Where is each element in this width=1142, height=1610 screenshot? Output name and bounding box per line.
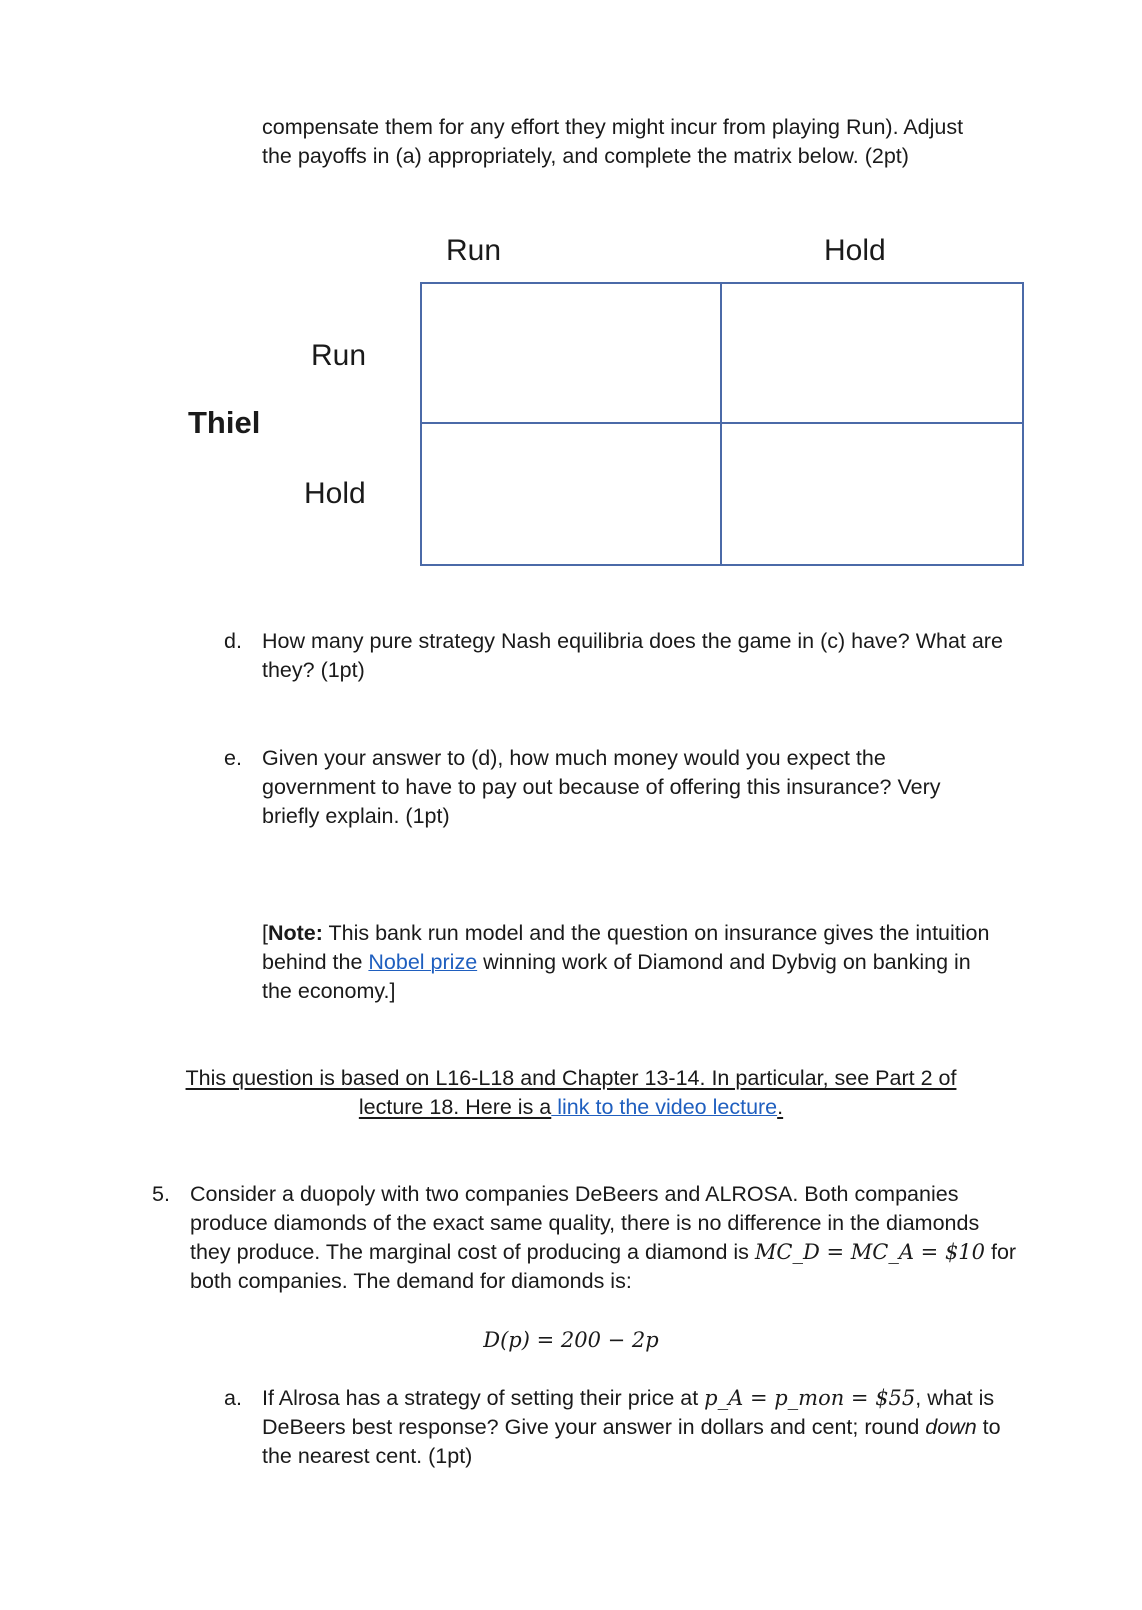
intro-line-1: compensate them for any effort they might incur from playing Run). Adjust	[262, 115, 964, 139]
payoff-cell-hold-hold	[722, 424, 1022, 564]
question-5-line-1: Consider a duopoly with two companies DeBeers and ALROSA. Both companies	[190, 1182, 959, 1206]
column-label-run: Run	[446, 234, 502, 267]
note-line-1	[262, 919, 989, 948]
question-d-line-1: How many pure strategy Nash equilibria does the game in (c) have? What are	[262, 629, 1003, 653]
intro-line-2: the payoffs in (a) appropriately, and complete the matrix below. (2pt)	[262, 144, 909, 168]
payoff-cell-hold-run	[422, 424, 722, 564]
question-5-number: 5.	[152, 1182, 170, 1206]
payoff-cell-run-hold	[722, 284, 1022, 424]
row-player-label: Thiel	[188, 405, 261, 440]
note-open-bracket: [	[262, 921, 268, 945]
question-5-line-2: produce diamonds of the exact same quality, there is no difference in the diamonds	[190, 1211, 980, 1235]
question-5a-line-1-pre: If Alrosa has a strategy of setting their price at	[262, 1386, 705, 1410]
payoff-matrix	[420, 282, 1024, 566]
question-d-line-2: they? (1pt)	[262, 658, 365, 682]
question-5a-line-1	[262, 1384, 994, 1413]
question-5a-line-2-pre: DeBeers best response? Give your answer in dollars and cent; round	[262, 1415, 926, 1439]
marginal-cost-formula-text: MC_D = MC_A = $10	[754, 1240, 986, 1264]
payoff-cell-run-run	[422, 284, 722, 424]
question-5-line-3-pre: they produce. The marginal cost of producing a diamond is	[190, 1240, 755, 1264]
question-5a-line-2	[262, 1413, 1001, 1442]
question-e-label: e.	[224, 746, 242, 770]
demand-equation-text: D(p) = 200 − 2p	[483, 1328, 659, 1352]
row-label-hold: Hold	[304, 477, 366, 510]
question-5a-line-1-post: , what is	[915, 1386, 995, 1410]
question-e-line-3: briefly explain. (1pt)	[262, 804, 450, 828]
note-bold-label: Note:	[267, 921, 323, 945]
reference-line-1	[0, 1064, 1142, 1093]
row-label-run: Run	[311, 339, 367, 372]
reference-line-2	[0, 1093, 1142, 1122]
marginal-cost-formula	[755, 1240, 985, 1264]
price-formula: p_A = p_mon = $55	[704, 1386, 916, 1410]
demand-equation	[0, 1326, 1142, 1355]
column-label-hold: Hold	[824, 234, 886, 267]
question-5a-label: a.	[224, 1386, 242, 1410]
question-5-line-3-post: for	[985, 1240, 1017, 1264]
note-line-2-post: winning work of Diamond and Dybvig on banking in	[477, 950, 971, 974]
question-5-line-3	[190, 1238, 1016, 1267]
note-line-2	[262, 948, 971, 977]
question-5a-emphasis-down: down	[925, 1415, 977, 1439]
reference-line-1-text: This question is based on L16-L18 and Chapter 13-14. In particular, see Part 2 of	[185, 1066, 957, 1090]
question-5-line-4: both companies. The demand for diamonds is:	[190, 1269, 632, 1293]
video-lecture-link[interactable]: link to the video lecture	[551, 1095, 778, 1119]
reference-line-2-post: .	[777, 1095, 784, 1119]
question-d-label: d.	[224, 629, 242, 653]
question-5a-line-2-post: to	[976, 1415, 1001, 1439]
reference-line-2-pre: lecture 18. Here is a	[358, 1095, 552, 1119]
note-line-1-text: This bank run model and the question on insurance gives the intuition	[322, 921, 990, 945]
note-line-2-pre: behind the	[262, 950, 369, 974]
question-e-line-1: Given your answer to (d), how much money would you expect the	[262, 746, 886, 770]
question-5a-line-3: the nearest cent. (1pt)	[262, 1444, 473, 1468]
question-e-line-2: government to have to pay out because of offering this insurance? Very	[262, 775, 941, 799]
note-line-3: the economy.]	[262, 979, 396, 1003]
nobel-prize-link[interactable]: Nobel prize	[368, 950, 478, 974]
